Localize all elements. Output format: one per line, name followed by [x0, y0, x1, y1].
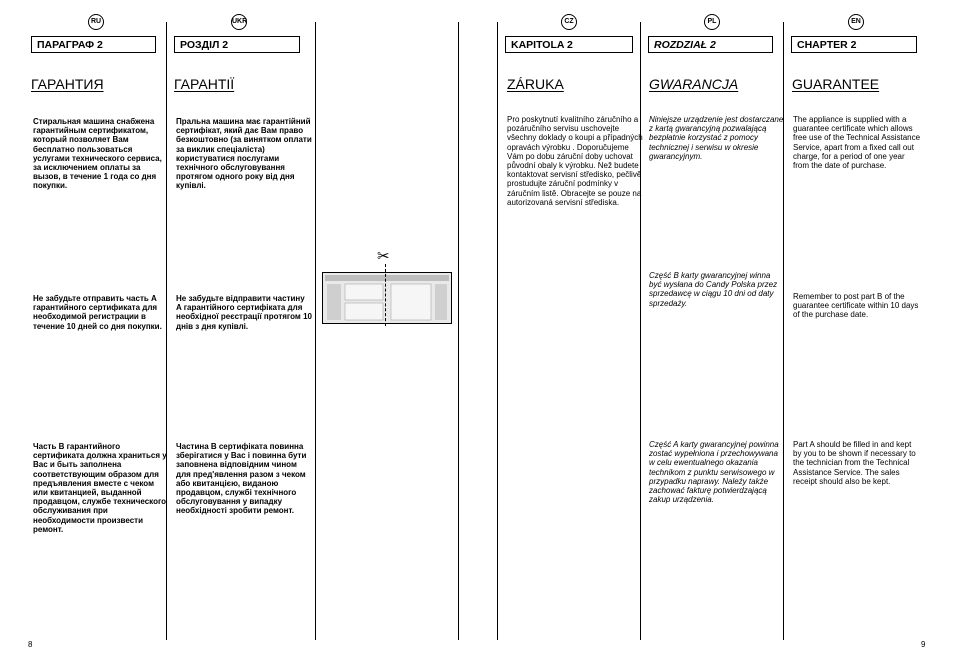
section-title-en: GUARANTEE: [792, 76, 880, 92]
language-badge-en: EN: [848, 14, 864, 30]
language-badge-ukr: UKR: [231, 14, 247, 30]
language-badge-cz: CZ: [561, 14, 577, 30]
paragraph-ukr-1: Пральна машина має гарантійний сертифікат, який дає Вам право безкоштовно (за винятком оплати за виклик спеціаліста) користуватися послугами технічного обслуговування протягом одного року від дня купівлі.: [176, 117, 312, 191]
paragraph-en-3: Part A should be filled in and kept by you to be shown if necessary to the technician from the Technical Assistance Service. The sales receipt should also be kept.: [793, 440, 916, 486]
column-divider: [166, 22, 167, 640]
page-number-left: 8: [28, 640, 33, 649]
scissors-icon: ✂: [377, 248, 390, 265]
paragraph-ru-3: Часть B гарантийного сертификата должна храниться у Вас и быть заполнена соответствующим образом для предъявления вместе с чеком или квитанцией, выданной продавцом, службе технического обслуживания при необходимости произвести ремонт.: [33, 442, 167, 534]
section-title-ukr: ГАРАНТІЇ: [174, 76, 235, 92]
section-title-ru: ГАРАНТИЯ: [31, 76, 104, 92]
page-number-right: 9: [921, 640, 926, 649]
paragraph-pl-2: Część B karty gwarancyjnej winna być wysłana do Candy Polska przez sprzedawcę w ciągu 10 dni od daty sprzedaży.: [649, 271, 778, 308]
chapter-label-pl: ROZDZIAŁ 2: [648, 36, 773, 53]
paragraph-cz-1: Pro poskytnutí kvalitního záručního a pozáručního servisu uschovejte všechny doklady o koupi a případných opravách výrobku . Doporučujeme Vám po dobu záruční doby uchovat původní obaly k výrobku. Než budete kontaktovat servisní středisko, pečlivě prostudujte záruční podmínky v záručním listě. Obracejte se pouze na autorizovaná servisní střediska.: [507, 115, 643, 207]
column-divider: [497, 22, 498, 640]
chapter-label-ukr: РОЗДІЛ 2: [174, 36, 300, 53]
language-badge-ru: RU: [88, 14, 104, 30]
paragraph-ru-2: Не забудьте отправить часть A гарантийного сертификата для необходимой регистрации в течение 10 дней со дня покупки.: [33, 294, 162, 331]
paragraph-ukr-2: Не забудьте відправити частину A гарантійного сертифіката для необхідної реєстрації протягом 10 днів з дня купівлі.: [176, 294, 312, 331]
paragraph-ukr-3: Частина B сертифіката повинна зберігатися у Вас і повинна бути заповнена відповідним чином для пред'явлення разом з чеком або квитанцією, виданою продавцом, службі технічного обслуговування у випадку необхідності зробити ремонт.: [176, 442, 307, 516]
chapter-label-ru: ПАРАГРАФ 2: [31, 36, 156, 53]
card-sketch: [323, 273, 451, 323]
paragraph-en-2: Remember to post part B of the guarantee certificate within 10 days of the purchase date.: [793, 292, 919, 320]
paragraph-pl-3: Część A karty gwarancyjnej powinna zostać wypełniona i przechowywana w celu ewentualnego okazania technikom z punktu serwisowego w przypadku naprawy. Należy także zachować fakturę potwierdzającą zakup urządzenia.: [649, 440, 779, 505]
section-title-cz: ZÁRUKA: [507, 76, 564, 92]
column-divider: [458, 22, 459, 640]
section-title-pl: GWARANCJA: [649, 76, 739, 92]
chapter-label-cz: KAPITOLA 2: [505, 36, 633, 53]
language-badge-pl: PL: [704, 14, 720, 30]
paragraph-en-1: The appliance is supplied with a guarantee certificate which allows free use of the Technical Assistance Service, apart from a fixed call out charge, for a period of one year from the date of purchase.: [793, 115, 921, 171]
guarantee-card-thumbnail: [322, 272, 452, 324]
column-divider: [315, 22, 316, 640]
paragraph-pl-1: Niniejsze urządzenie jest dostarczane z kartą gwarancyjną pozwalającą bezpłatnie korzystać z pomocy technicznej i serwisu w okresie gwarancyjnym.: [649, 115, 784, 161]
chapter-label-en: CHAPTER 2: [791, 36, 917, 53]
cut-line: [385, 264, 386, 326]
paragraph-ru-1: Стиральная машина снабжена гарантийным сертификатом, который позволяет Вам бесплатно пользоваться услугами технического сервиса, за исключением оплаты за вызов, в течение 1 года со дня покупки.: [33, 117, 162, 191]
